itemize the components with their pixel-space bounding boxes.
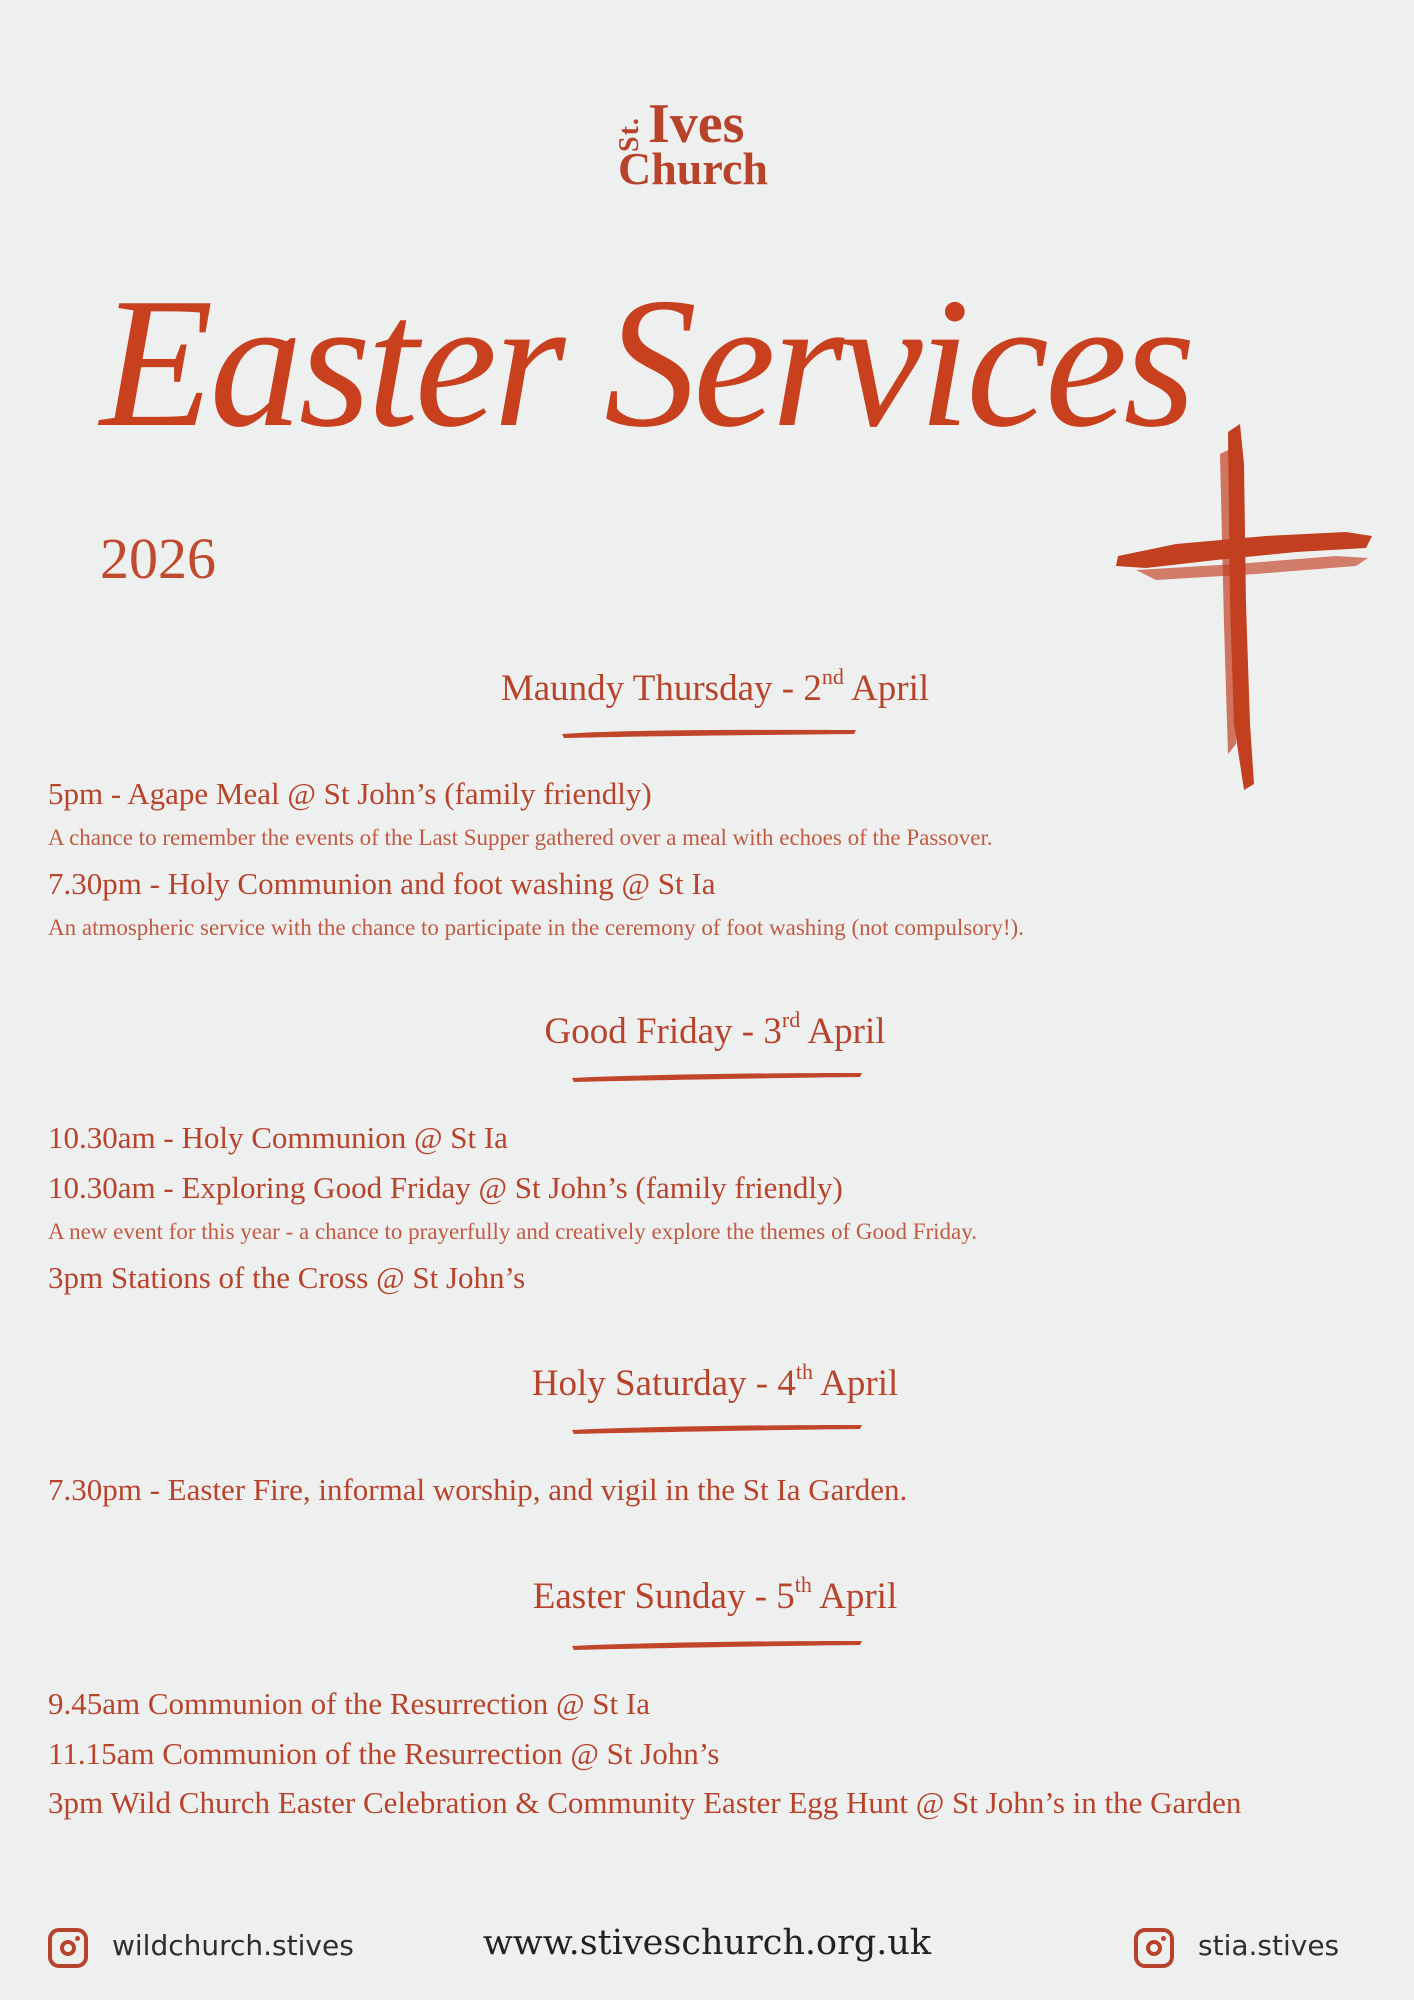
website-url[interactable]: www.stiveschurch.org.uk (482, 1923, 932, 1963)
event-holy-communion-foot-washing: 7.30pm - Holy Communion and foot washing @ St Ia (48, 866, 716, 901)
event-communion-st-johns: 11.15am Communion of the Resurrection @ St John’s (48, 1736, 720, 1771)
logo-ives: Ives (648, 93, 745, 155)
heading-underline (570, 1070, 866, 1084)
instagram-icon[interactable] (1134, 1928, 1174, 1968)
instagram-handle-wildchurch[interactable]: wildchurch.stives (112, 1929, 354, 1962)
day-heading-maundy-thursday: Maundy Thursday - 2nd April (500, 664, 930, 709)
event-wild-church-celebration: 3pm Wild Church Easter Celebration & Community Easter Egg Hunt @ St John’s in the Garden (48, 1785, 1242, 1820)
church-logo (614, 93, 796, 196)
year: 2026 (100, 526, 216, 591)
instagram-handle-stia[interactable]: stia.stives (1198, 1929, 1340, 1962)
logo-st: St. (614, 117, 645, 152)
page-title: Easter Services (100, 260, 1192, 466)
event-agape-meal: 5pm - Agape Meal @ St John’s (family friendly) (48, 776, 652, 811)
event-easter-fire: 7.30pm - Easter Fire, informal worship, and vigil in the St Ia Garden. (48, 1472, 908, 1507)
cross-icon (1116, 424, 1374, 790)
event-communion-st-ia: 9.45am Communion of the Resurrection @ St Ia (48, 1686, 650, 1721)
event-holy-communion: 10.30am - Holy Communion @ St Ia (48, 1120, 508, 1155)
heading-underline (570, 1422, 866, 1436)
event-stations-of-the-cross: 3pm Stations of the Cross @ St John’s (48, 1260, 526, 1295)
event-description: A new event for this year - a chance to prayerfully and creatively explore the themes of Good Friday. (48, 1219, 978, 1244)
logo-church: Church (618, 143, 768, 194)
event-description: A chance to remember the events of the Last Supper gathered over a meal with echoes of the Passover. (48, 825, 993, 850)
day-heading-easter-sunday: Easter Sunday - 5th April (532, 1572, 898, 1617)
day-heading-holy-saturday: Holy Saturday - 4th April (531, 1359, 899, 1404)
heading-underline (570, 1638, 866, 1652)
day-heading-good-friday: Good Friday - 3rd April (544, 1007, 886, 1052)
event-exploring-good-friday: 10.30am - Exploring Good Friday @ St John’s (family friendly) (48, 1170, 843, 1205)
heading-underline (560, 726, 860, 740)
event-description: An atmospheric service with the chance to participate in the ceremony of foot washing (not compulsory!). (48, 915, 1024, 940)
